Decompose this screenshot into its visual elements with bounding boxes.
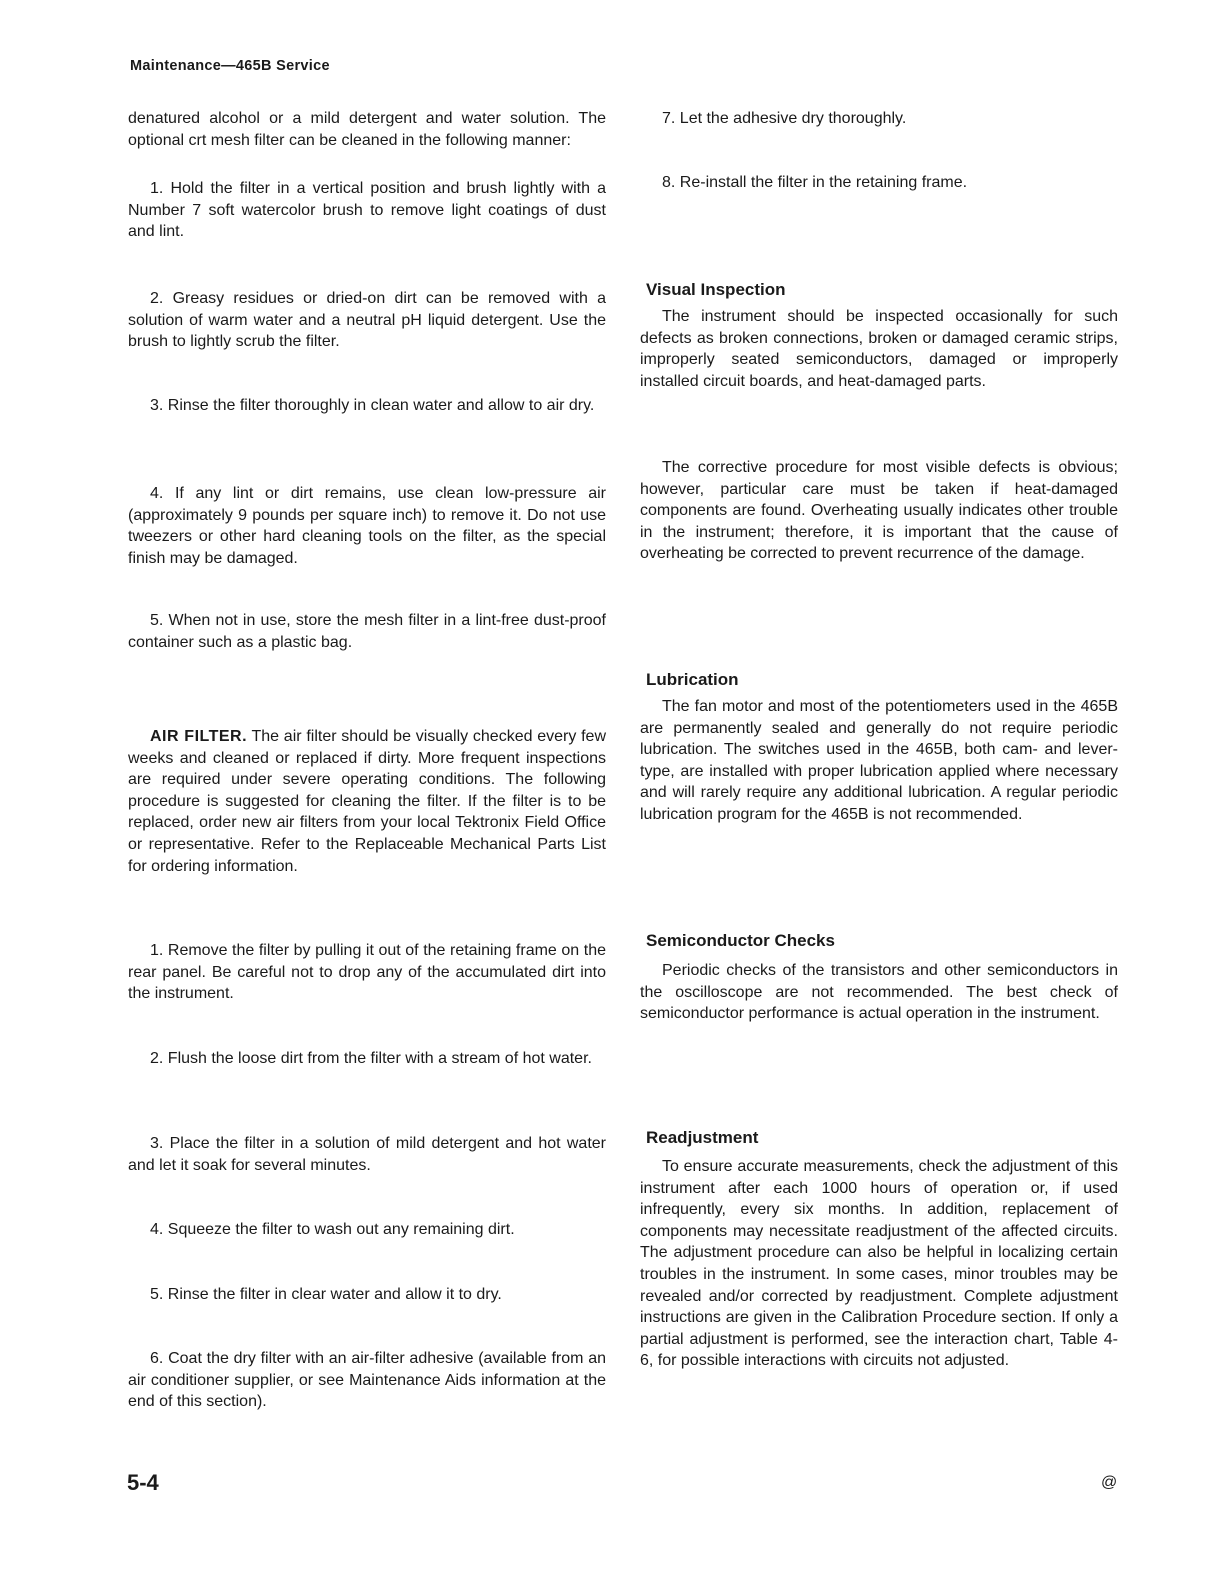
- page-number: 5-4: [127, 1470, 159, 1495]
- mesh-step-1: 1. Hold the filter in a vertical position and brush lightly with a Number 7 soft watercolor brush to remove light coatings of dust and lint.: [128, 180, 606, 241]
- air-step-6: 6. Coat the dry filter with an air-filter adhesive (available from an air conditioner supplier, or see Maintenance Aids information at the end of this section).: [128, 1350, 606, 1411]
- air-step-8: 8. Re-install the filter in the retaining frame.: [662, 174, 968, 191]
- air-step-1: 1. Remove the filter by pulling it out of the retaining frame on the rear panel. Be careful not to drop any of the accumulated dirt into the instrument.: [128, 942, 606, 1003]
- air-step-5: 5. Rinse the filter in clear water and allow it to dry.: [150, 1286, 502, 1303]
- running-header: Maintenance—465B Service: [130, 58, 330, 74]
- air-step-7: 7. Let the adhesive dry thoroughly.: [662, 110, 907, 127]
- intro-paragraph: denatured alcohol or a mild detergent and water solution. The optional crt mesh filter can be cleaned in the following manner:: [128, 110, 606, 149]
- visual-inspection-paragraph-1: The instrument should be inspected occasionally for such defects as broken connections, broken or damaged ceramic strips, improperly seated semiconductors, damaged or improperly installed circuit boards, and heat-damaged parts.: [640, 308, 1118, 390]
- visual-inspection-heading: Visual Inspection: [646, 280, 786, 299]
- air-step-2: 2. Flush the loose dirt from the filter with a stream of hot water.: [150, 1050, 592, 1067]
- semiconductor-checks-heading: Semiconductor Checks: [646, 931, 835, 950]
- footer-mark: @: [1101, 1474, 1118, 1491]
- air-step-3: 3. Place the filter in a solution of mild detergent and hot water and let it soak for several minutes.: [128, 1135, 606, 1174]
- readjustment-paragraph: To ensure accurate measurements, check the adjustment of this instrument after each 1000 hours of operation or, if used infrequently, every six months. In addition, replacement of components may necessitate readjustment of the affected circuits. The adjustment procedure can also be helpful in localizing certain troubles in the instrument. In some cases, minor troubles may be revealed and/or corrected by readjustment. Complete adjustment instructions are given in the Calibration Procedure section. If only a partial adjustment is performed, see the interaction chart, Table 4-6, for possible interactions with circuits not adjusted.: [640, 1158, 1118, 1370]
- visual-inspection-paragraph-2: The corrective procedure for most visible defects is obvious; however, particular care must be taken if heat-damaged components are found. Overheating usually indicates other trouble in the instrument; therefore, it is important that the cause of overheating be corrected to prevent recurrence of the damage.: [640, 459, 1118, 563]
- air-filter-paragraph: [128, 726, 606, 877]
- lubrication-paragraph: The fan motor and most of the potentiometers used in the 465B are permanently sealed and generally do not require periodic lubrication. The switches used in the 465B, both cam- and lever-type, are installed with proper lubrication applied where necessary and will rarely require any additional lubrication. A regular periodic lubrication program for the 465B is not recommended.: [640, 698, 1118, 823]
- air-filter-text: The air filter should be visually checked every few weeks and cleaned or replaced if dirty. More frequent inspections are required under severe operating conditions. The following procedure is suggested for cleaning the filter. If the filter is to be replaced, order new air filters from your local Tektronix Field Office or representative. Refer to the Replaceable Mechanical Parts List for ordering information.: [128, 728, 607, 875]
- semiconductor-checks-paragraph: Periodic checks of the transistors and other semiconductors in the oscilloscope are not recommended. The best check of semiconductor performance is actual operation in the instrument.: [640, 962, 1118, 1023]
- mesh-step-2: 2. Greasy residues or dried-on dirt can be removed with a solution of warm water and a neutral pH liquid detergent. Use the brush to lightly scrub the filter.: [128, 290, 606, 351]
- readjustment-heading: Readjustment: [646, 1128, 759, 1147]
- mesh-step-3: 3. Rinse the filter thoroughly in clean water and allow to air dry.: [150, 397, 595, 414]
- lubrication-heading: Lubrication: [646, 670, 739, 689]
- mesh-step-5: 5. When not in use, store the mesh filter in a lint-free dust-proof container such as a plastic bag.: [128, 612, 606, 651]
- air-filter-label: AIR FILTER.: [150, 728, 248, 745]
- mesh-step-4: 4. If any lint or dirt remains, use clean low-pressure air (approximately 9 pounds per square inch) to remove it. Do not use tweezers or other hard cleaning tools on the filter, as the special finish may be damaged.: [128, 485, 606, 567]
- air-step-4: 4. Squeeze the filter to wash out any remaining dirt.: [150, 1221, 515, 1238]
